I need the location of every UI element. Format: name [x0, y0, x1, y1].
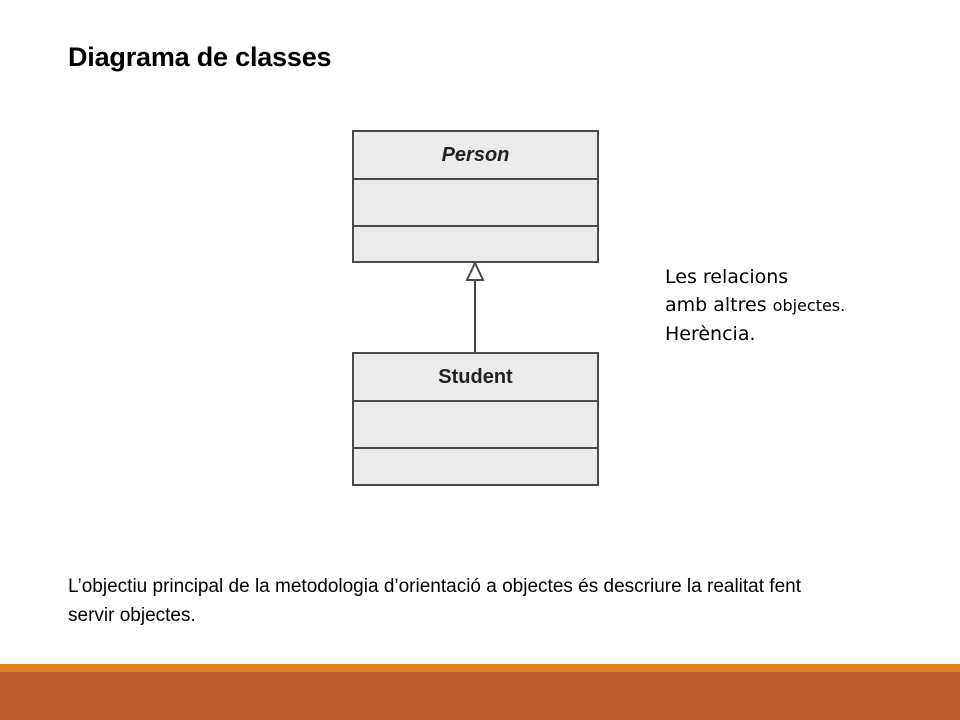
note-line-1: Les relacions: [665, 266, 789, 288]
student-attributes-compartment: [354, 400, 597, 447]
note-line-2b: objectes.: [772, 296, 846, 315]
student-class-name: Student: [438, 365, 513, 388]
slide-title: Diagrama de classes: [68, 42, 332, 72]
slide-paragraph: L’objectiu principal de la metodologia d’orientació a objectes és descriure la realitat fent servir objectes.: [68, 576, 801, 626]
footer-accent-stripe: [0, 664, 960, 672]
note-line-2: [665, 291, 845, 320]
note-line-2a: amb altres: [665, 294, 767, 316]
student-class-box: [352, 352, 599, 486]
inheritance-arrowhead: [467, 263, 483, 280]
footer-band: [0, 672, 960, 720]
note-line-3: Herència.: [665, 323, 756, 345]
student-methods-compartment: [354, 447, 597, 494]
relations-note: [665, 263, 845, 348]
person-class-name: Person: [441, 143, 510, 166]
